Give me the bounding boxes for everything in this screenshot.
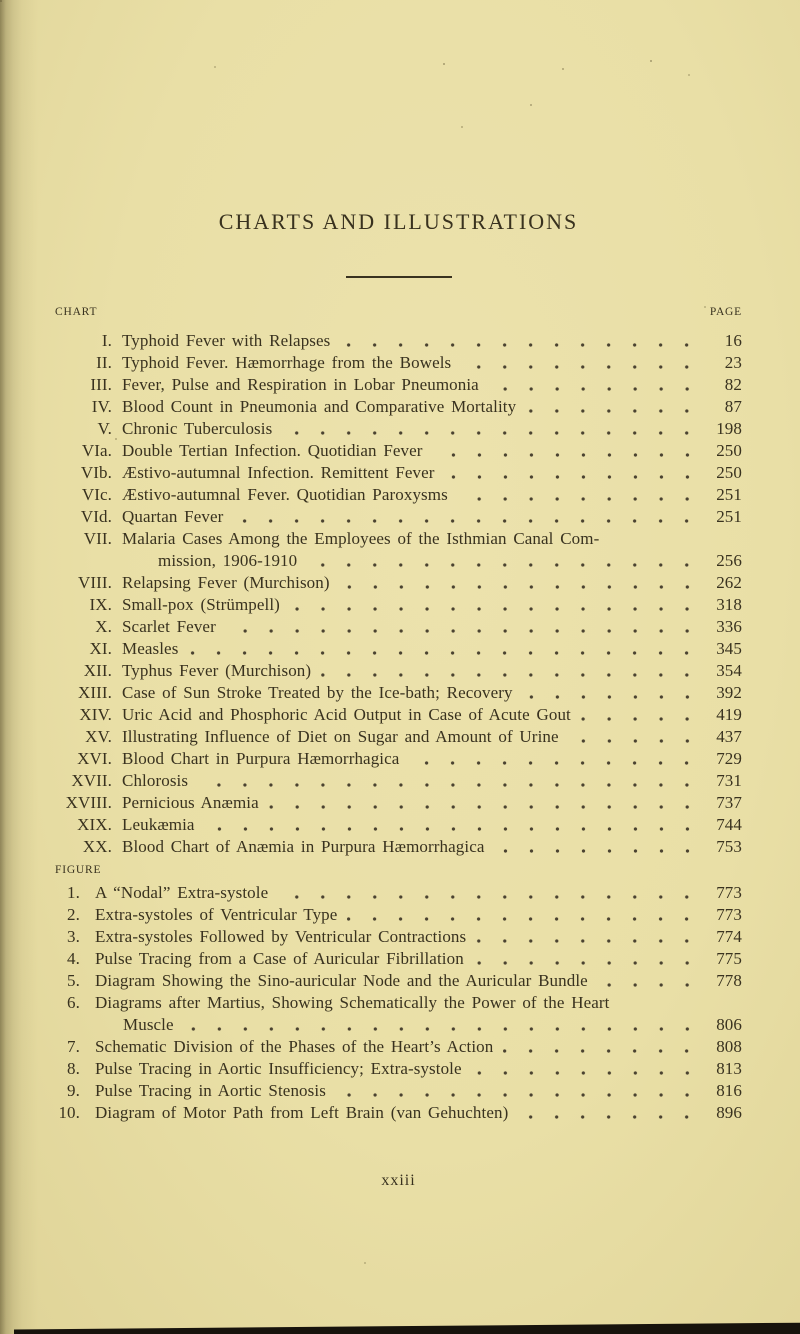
chart-list	[55, 330, 742, 858]
chart-page-number: 23	[724, 353, 742, 372]
chart-page-number: 354	[716, 661, 742, 680]
figure-title: Schematic Division of the Phases of the Heart’s Action	[95, 1037, 494, 1056]
chart-row	[55, 440, 742, 462]
figure-row	[40, 882, 742, 904]
figure-page-number: 774	[716, 927, 742, 946]
chart-number: XIII.	[77, 683, 112, 702]
chart-title: Small-pox (Strümpell)	[122, 595, 280, 614]
figure-number: 10.	[58, 1103, 80, 1122]
chart-number: VId.	[80, 507, 112, 526]
figure-title: Pulse Tracing from a Case of Auricular Fibrillation	[95, 949, 464, 968]
figure-row	[40, 1080, 742, 1102]
chart-number: VII.	[83, 529, 112, 548]
dot-leader	[495, 836, 700, 858]
chart-row-continuation	[55, 550, 742, 572]
chart-page-number: 437	[716, 727, 742, 746]
figure-title: Extra-systoles of Ventricular Type	[95, 905, 338, 924]
title-rule	[346, 276, 452, 278]
chart-title: Quartan Fever	[122, 507, 224, 526]
figure-page-number: 808	[716, 1037, 742, 1056]
chart-row	[55, 638, 742, 660]
figure-number: 2.	[67, 905, 80, 924]
figure-number: 7.	[67, 1037, 80, 1056]
chart-row	[55, 506, 742, 528]
chart-number: IX.	[89, 595, 112, 614]
chart-row	[55, 682, 742, 704]
chart-column-header: CHART	[55, 306, 98, 318]
chart-page-number: 256	[716, 551, 742, 570]
chart-title: Scarlet Fever	[122, 617, 216, 636]
chart-row	[55, 770, 742, 792]
figure-title: Diagrams after Martius, Showing Schematically the Power of the Heart	[95, 993, 610, 1012]
chart-row	[55, 352, 742, 374]
dot-leader	[581, 704, 700, 726]
figure-number: 5.	[67, 971, 80, 990]
chart-number: IV.	[91, 397, 112, 416]
chart-title: Illustrating Influence of Diet on Sugar and Amount of Urine	[122, 727, 559, 746]
figure-page-number: 773	[716, 905, 742, 924]
figure-row	[40, 1058, 742, 1080]
dot-leader	[307, 550, 700, 572]
chart-page-number: 392	[716, 683, 742, 702]
chart-row	[55, 462, 742, 484]
chart-title: Typhoid Fever with Relapses	[122, 331, 331, 350]
chart-title: Fever, Pulse and Respiration in Lobar Pneumonia	[122, 375, 479, 394]
dot-leader	[523, 682, 700, 704]
chart-page-number: 731	[716, 771, 742, 790]
chart-title: Leukæmia	[122, 815, 195, 834]
dot-leader	[526, 396, 700, 418]
chart-page-number: 262	[716, 573, 742, 592]
chart-page-number: 345	[716, 639, 742, 658]
dot-leader	[518, 1102, 700, 1124]
chart-number: X.	[95, 617, 112, 636]
figure-number-spacer	[40, 1014, 80, 1036]
chart-row	[55, 528, 742, 550]
dot-leader	[340, 330, 700, 352]
dot-leader	[347, 904, 700, 926]
chart-title: Typhoid Fever. Hæmorrhage from the Bowels	[122, 353, 452, 372]
chart-title: Æstivo-autumnal Fever. Quotidian Paroxysms	[122, 485, 448, 504]
dot-leader	[233, 506, 700, 528]
chart-number: V.	[97, 419, 112, 438]
chart-number: VIb.	[80, 463, 112, 482]
chart-row	[55, 418, 742, 440]
chart-number-spacer	[55, 550, 112, 572]
dot-leader	[188, 638, 700, 660]
chart-number: VIa.	[81, 441, 112, 460]
figure-page-number: 896	[716, 1103, 742, 1122]
dot-leader	[598, 970, 700, 992]
figure-title: Extra-systoles Followed by Ventricular Contractions	[95, 927, 467, 946]
dot-leader	[290, 594, 700, 616]
figure-title: Diagram of Motor Path from Left Brain (van Gehuchten)	[95, 1103, 509, 1122]
dot-leader	[472, 1058, 700, 1080]
chart-title-continued: mission, 1906-1910	[158, 551, 298, 570]
chart-row	[55, 704, 742, 726]
dot-leader	[321, 660, 700, 682]
chart-title: Double Tertian Infection. Quotidian Fever	[122, 441, 423, 460]
chart-page-number: 729	[716, 749, 742, 768]
figure-row-continuation	[40, 1014, 742, 1036]
chart-number: XIX.	[77, 815, 112, 834]
dot-leader	[474, 948, 700, 970]
chart-row	[55, 792, 742, 814]
figure-page-number: 813	[716, 1059, 742, 1078]
figure-title: A “Nodal” Extra-systole	[95, 883, 269, 902]
page-column-header: PAGE	[709, 306, 742, 318]
figure-row	[40, 992, 742, 1014]
figure-page-number: 806	[716, 1015, 742, 1034]
chart-row	[55, 616, 742, 638]
chart-number: XIV.	[79, 705, 112, 724]
dot-leader	[278, 882, 700, 904]
chart-row	[55, 330, 742, 352]
figure-page-number: 775	[716, 949, 742, 968]
figure-title: Diagram Showing the Sino-auricular Node and the Auricular Bundle	[95, 971, 588, 990]
chart-number: XX.	[82, 837, 112, 856]
chart-number: XII.	[83, 661, 112, 680]
figure-title: Pulse Tracing in Aortic Insufficiency; Extra-systole	[95, 1059, 462, 1078]
figure-page-number: 778	[716, 971, 742, 990]
dot-leader	[569, 726, 700, 748]
chart-title: Pernicious Anæmia	[122, 793, 259, 812]
dot-leader	[184, 1014, 700, 1036]
chart-number: XV.	[85, 727, 112, 746]
figure-number: 9.	[67, 1081, 80, 1100]
dot-leader	[226, 616, 700, 638]
chart-list-header-row	[55, 304, 742, 320]
chart-number: VIc.	[81, 485, 112, 504]
page-title: CHARTS AND ILLUSTRATIONS	[218, 209, 579, 234]
dot-leader	[198, 770, 700, 792]
dot-leader	[433, 440, 700, 462]
page-folio: xxiii	[381, 1172, 416, 1189]
chart-number: XVI.	[77, 749, 112, 768]
chart-page-number: 744	[716, 815, 742, 834]
chart-title: Blood Count in Pneumonia and Comparative Mortality	[122, 397, 517, 416]
dot-leader	[445, 462, 700, 484]
dot-leader	[205, 814, 700, 836]
figure-row	[40, 926, 742, 948]
dot-leader	[461, 352, 700, 374]
dot-leader	[282, 418, 700, 440]
figure-list	[40, 882, 742, 1124]
figure-number: 6.	[67, 993, 80, 1012]
chart-page-number: 250	[716, 463, 742, 482]
chart-page-number: 198	[716, 419, 742, 438]
figure-row	[40, 904, 742, 926]
chart-page-number: 87	[724, 397, 742, 416]
chart-row	[55, 726, 742, 748]
chart-number: XVII.	[71, 771, 112, 790]
chart-page-number: 419	[716, 705, 742, 724]
chart-page-number: 16	[724, 331, 742, 350]
dot-leader	[489, 374, 700, 396]
dot-leader	[458, 484, 700, 506]
chart-row	[55, 836, 742, 858]
chart-title: Chlorosis	[122, 771, 189, 790]
chart-number: II.	[96, 353, 112, 372]
figure-row	[40, 1036, 742, 1058]
chart-row	[55, 374, 742, 396]
chart-title: Blood Chart of Anæmia in Purpura Hæmorrhagica	[122, 837, 485, 856]
chart-title: Measles	[122, 639, 179, 658]
chart-title: Uric Acid and Phosphoric Acid Output in Case of Acute Gout	[122, 705, 571, 724]
chart-title: Æstivo-autumnal Infection. Remittent Fever	[122, 463, 435, 482]
figure-page-number: 773	[716, 883, 742, 902]
chart-page-number: 82	[724, 375, 742, 394]
chart-row	[55, 484, 742, 506]
figure-row	[40, 970, 742, 992]
chart-page-number: 336	[716, 617, 742, 636]
chart-row	[55, 748, 742, 770]
chart-page-number: 318	[716, 595, 742, 614]
chart-page-number: 753	[716, 837, 742, 856]
chart-number: VIII.	[77, 573, 112, 592]
figure-title: Pulse Tracing in Aortic Stenosis	[95, 1081, 326, 1100]
chart-number: XVIII.	[65, 793, 112, 812]
chart-title: Case of Sun Stroke Treated by the Ice-bath; Recovery	[122, 683, 513, 702]
dot-leader	[340, 572, 700, 594]
chart-row	[55, 660, 742, 682]
dot-leader	[269, 792, 700, 814]
chart-page-number: 250	[716, 441, 742, 460]
chart-page-number: 737	[716, 793, 742, 812]
figure-title-continued: Muscle	[123, 1015, 174, 1034]
figure-number: 4.	[67, 949, 80, 968]
figure-row	[40, 1102, 742, 1124]
dot-leader	[409, 748, 700, 770]
chart-title: Relapsing Fever (Murchison)	[122, 573, 330, 592]
dot-leader	[336, 1080, 700, 1102]
figure-row	[40, 948, 742, 970]
figure-column-header: FIGURE	[55, 864, 102, 876]
chart-title: Chronic Tuberculosis	[122, 419, 273, 438]
chart-number: III.	[90, 375, 112, 394]
dot-leader	[503, 1036, 700, 1058]
chart-number: I.	[101, 331, 112, 350]
chart-title: Malaria Cases Among the Employees of the Isthmian Canal Com-	[122, 529, 600, 548]
figure-number: 1.	[67, 883, 80, 902]
chart-page-number: 251	[716, 485, 742, 504]
chart-row	[55, 572, 742, 594]
dot-leader	[476, 926, 700, 948]
chart-number: XI.	[89, 639, 112, 658]
chart-row	[55, 396, 742, 418]
chart-row	[55, 814, 742, 836]
scan-bottom-bar	[14, 1322, 800, 1334]
chart-title: Blood Chart in Purpura Hæmorrhagica	[122, 749, 400, 768]
figure-page-number: 816	[716, 1081, 742, 1100]
figure-number: 3.	[67, 927, 80, 946]
chart-title: Typhus Fever (Murchison)	[122, 661, 312, 680]
chart-page-number: 251	[716, 507, 742, 526]
figure-number: 8.	[67, 1059, 80, 1078]
chart-row	[55, 594, 742, 616]
